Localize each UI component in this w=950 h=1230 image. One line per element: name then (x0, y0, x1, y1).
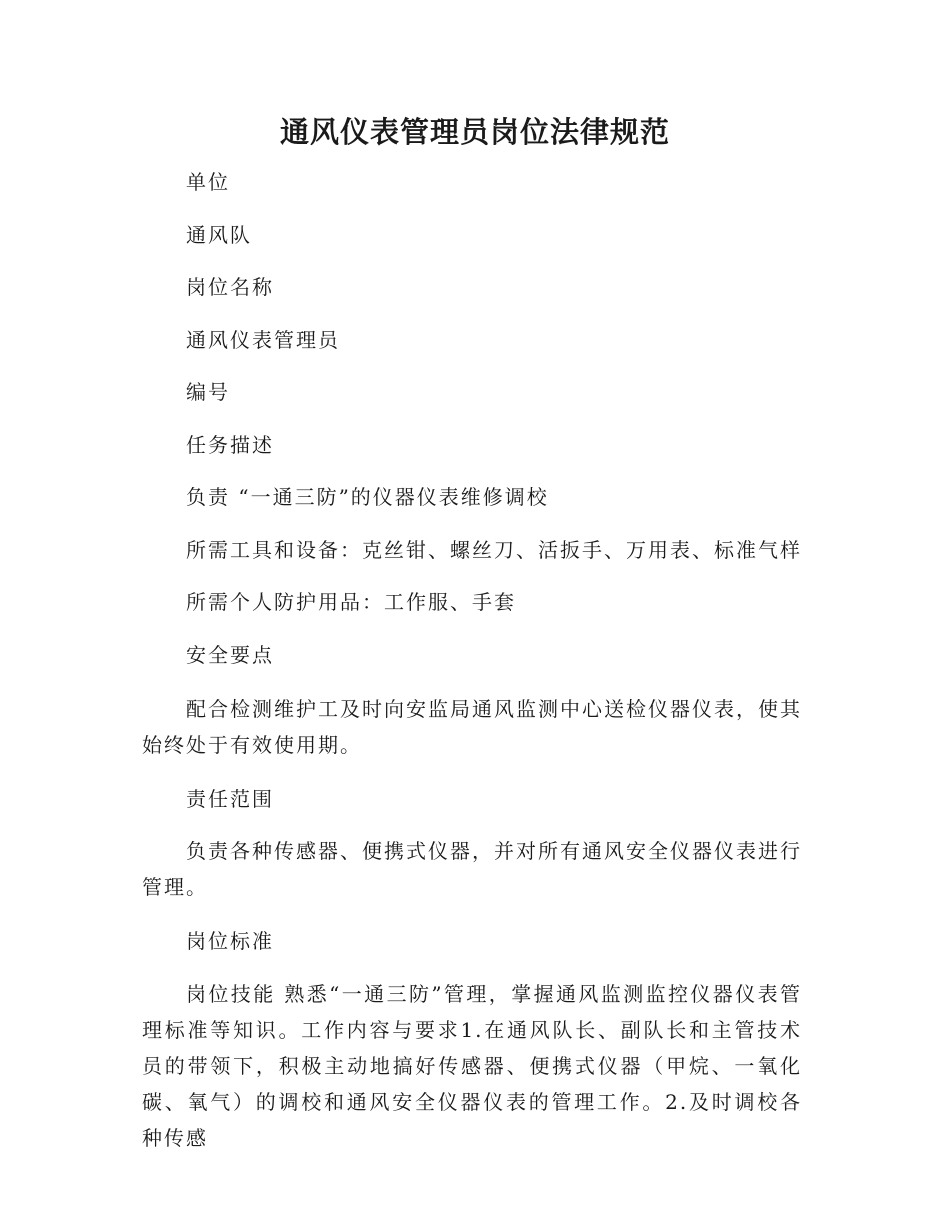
task-label: 任务描述 (186, 433, 274, 457)
unit-value: 通风队 (186, 223, 252, 247)
unit-label: 单位 (186, 170, 230, 194)
tools-line: 所需工具和设备：克丝钳、螺丝刀、活扳手、万用表、标准气样 (186, 538, 802, 562)
position-label: 岗位名称 (186, 275, 274, 299)
standard-paragraph: 岗位技能 熟悉“一通三防”管理，掌握通风监测监控仪器仪表管理标准等知识。工作内容与要求1.在通风队长、副队长和主管技术员的带领下，积极主动地搞好传感器、便携式仪器（甲烷、一氧化碳、氧气）的调校和通风安全仪器仪表的管理工作。2.及时调校各种传感 (142, 982, 802, 1150)
position-value: 通风仪表管理员 (186, 328, 340, 352)
responsibility-label: 责任范围 (186, 787, 274, 811)
safety-paragraph: 配合检测维护工及时向安监局通风监测中心送检仪器仪表，使其始终处于有效使用期。 (142, 697, 802, 757)
document-title: 通风仪表管理员岗位法律规范 (279, 115, 670, 149)
safety-label: 安全要点 (186, 643, 274, 667)
number-label: 编号 (186, 380, 230, 404)
standard-label: 岗位标准 (186, 929, 274, 953)
ppe-line: 所需个人防护用品：工作服、手套 (186, 590, 516, 614)
responsibility-paragraph: 负责各种传感器、便携式仪器，并对所有通风安全仪器仪表进行管理。 (142, 839, 802, 899)
task-value: 负责 “一通三防”的仪器仪表维修调校 (186, 485, 549, 509)
